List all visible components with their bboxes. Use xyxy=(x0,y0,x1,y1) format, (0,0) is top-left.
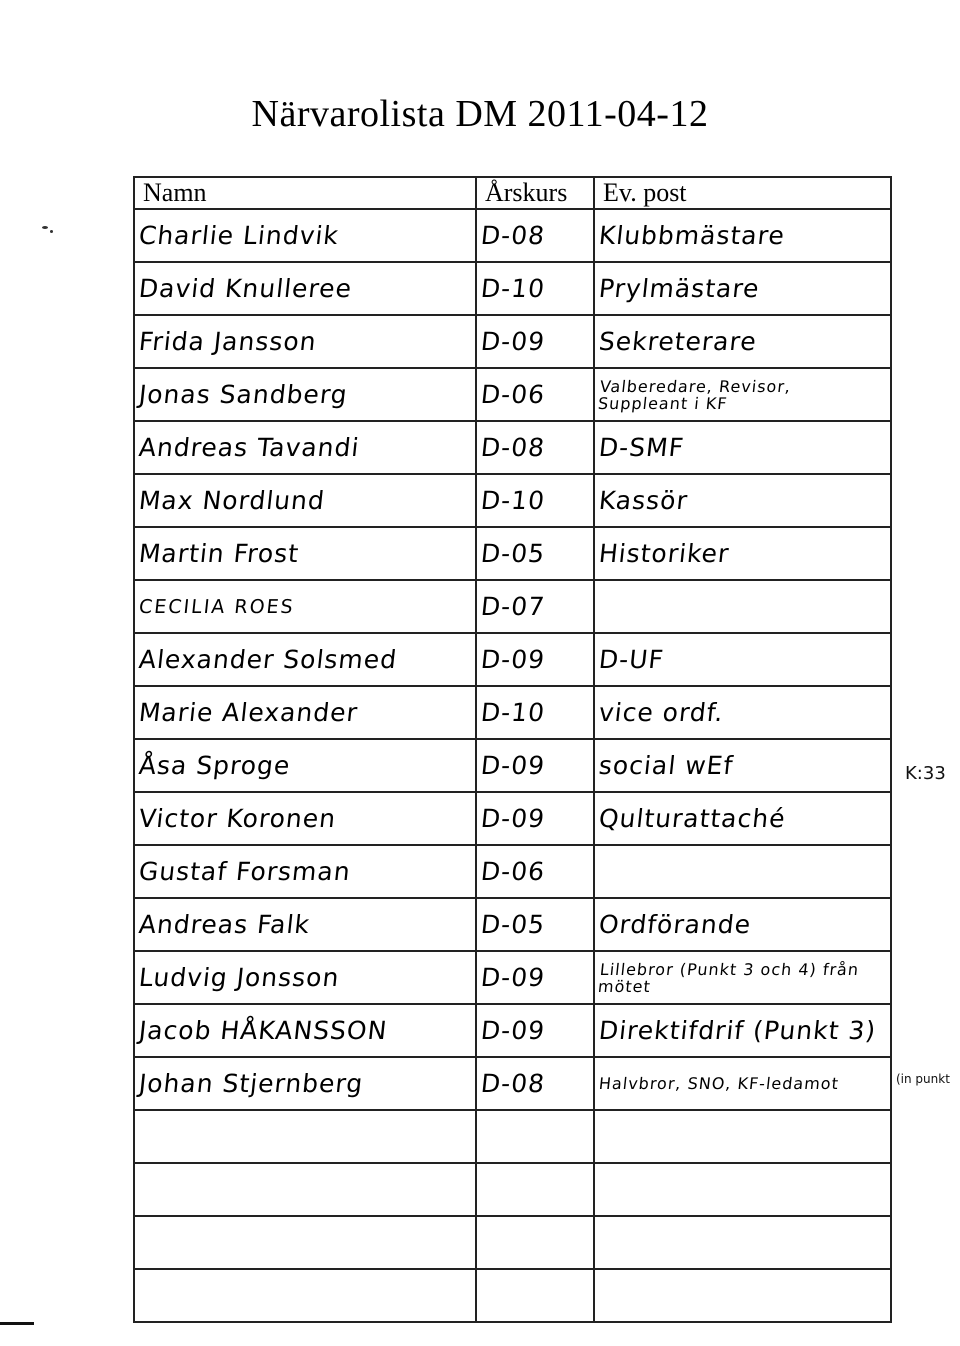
margin-note-k33: K:33 xyxy=(905,763,946,784)
cell-name xyxy=(134,951,476,1004)
cell-post xyxy=(594,1216,891,1269)
table-row xyxy=(134,527,891,580)
cell-year xyxy=(476,633,594,686)
table-row xyxy=(134,1163,891,1216)
handwritten-post: Klubbmästare xyxy=(597,221,787,250)
attendance-table xyxy=(133,176,892,1323)
handwritten-year: D-08 xyxy=(479,1069,547,1098)
cell-post xyxy=(594,845,891,898)
cell-name xyxy=(134,1269,476,1322)
cell-post xyxy=(594,739,891,792)
cell-name xyxy=(134,1163,476,1216)
handwritten-name: Andreas Falk xyxy=(137,910,312,939)
handwritten-year: D-09 xyxy=(479,645,547,674)
handwritten-year: D-09 xyxy=(479,963,547,992)
table-row xyxy=(134,951,891,1004)
cell-post xyxy=(594,633,891,686)
cell-name xyxy=(134,633,476,686)
handwritten-name: Andreas Tavandi xyxy=(137,433,361,462)
handwritten-name: Charlie Lindvik xyxy=(137,221,341,250)
cell-name xyxy=(134,898,476,951)
scan-speck xyxy=(42,226,48,229)
cell-name xyxy=(134,845,476,898)
handwritten-year: D-10 xyxy=(479,698,547,727)
table-row xyxy=(134,898,891,951)
handwritten-name: Gustaf Forsman xyxy=(137,857,353,886)
handwritten-post: Ordförande xyxy=(597,910,753,939)
cell-year xyxy=(476,951,594,1004)
column-header-year: Årskurs xyxy=(476,177,594,209)
handwritten-post: Lillebror (Punkt 3 och 4) från mötet xyxy=(597,959,861,996)
cell-year xyxy=(476,421,594,474)
handwritten-name: Jonas Sandberg xyxy=(137,380,350,409)
cell-year xyxy=(476,527,594,580)
table-row xyxy=(134,1004,891,1057)
column-header-name: Namn xyxy=(134,177,476,209)
cell-year xyxy=(476,739,594,792)
table-row xyxy=(134,633,891,686)
handwritten-name: Ludvig Jonsson xyxy=(137,963,341,992)
cell-year xyxy=(476,1004,594,1057)
cell-name xyxy=(134,792,476,845)
handwritten-year: D-09 xyxy=(479,327,547,356)
handwritten-year: D-06 xyxy=(479,857,547,886)
handwritten-name: Jacob HÅKANSSON xyxy=(137,1016,389,1045)
handwritten-year: D-08 xyxy=(479,221,547,250)
table-row xyxy=(134,474,891,527)
cell-year xyxy=(476,845,594,898)
table-row xyxy=(134,686,891,739)
cell-year xyxy=(476,1110,594,1163)
handwritten-post: Kassör xyxy=(597,486,690,515)
handwritten-year: D-05 xyxy=(479,910,547,939)
cell-post xyxy=(594,262,891,315)
cell-name xyxy=(134,739,476,792)
handwritten-year: D-10 xyxy=(479,274,547,303)
cell-post xyxy=(594,951,891,1004)
cell-post xyxy=(594,368,891,421)
cell-name xyxy=(134,1216,476,1269)
table-header-row xyxy=(134,177,891,209)
handwritten-name: Alexander Solsmed xyxy=(137,645,399,674)
handwritten-post: D-SMF xyxy=(597,433,686,462)
cell-post xyxy=(594,474,891,527)
handwritten-name: Åsa Sproge xyxy=(137,751,292,780)
cell-year xyxy=(476,686,594,739)
column-header-post: Ev. post xyxy=(594,177,891,209)
cell-year xyxy=(476,315,594,368)
table-row xyxy=(134,1110,891,1163)
handwritten-name: Johan Stjernberg xyxy=(137,1069,365,1098)
cell-post xyxy=(594,527,891,580)
cell-post xyxy=(594,580,891,633)
handwritten-name: Max Nordlund xyxy=(137,486,327,515)
cell-post xyxy=(594,1163,891,1216)
cell-year xyxy=(476,1216,594,1269)
cell-name xyxy=(134,315,476,368)
cell-name xyxy=(134,421,476,474)
page-title: Närvarolista DM 2011-04-12 xyxy=(251,93,709,135)
handwritten-name: Martin Frost xyxy=(137,539,301,568)
table-row xyxy=(134,209,891,262)
handwritten-post: vice ordf. xyxy=(597,698,726,727)
cell-year xyxy=(476,792,594,845)
cell-post xyxy=(594,1110,891,1163)
table-row xyxy=(134,1216,891,1269)
cell-name xyxy=(134,686,476,739)
handwritten-year: D-06 xyxy=(479,380,547,409)
table-row xyxy=(134,739,891,792)
cell-name xyxy=(134,527,476,580)
handwritten-year: D-09 xyxy=(479,1016,547,1045)
cell-year xyxy=(476,898,594,951)
cell-post xyxy=(594,898,891,951)
table-row xyxy=(134,262,891,315)
cell-name xyxy=(134,1004,476,1057)
cell-post xyxy=(594,209,891,262)
margin-note-in-punkt: (in punkt xyxy=(896,1072,950,1086)
cell-year xyxy=(476,262,594,315)
table-row xyxy=(134,845,891,898)
handwritten-name: David Knulleree xyxy=(137,274,354,303)
handwritten-year: D-07 xyxy=(479,592,547,621)
cell-post xyxy=(594,1269,891,1322)
handwritten-year: D-09 xyxy=(479,804,547,833)
table-row xyxy=(134,368,891,421)
cell-name xyxy=(134,368,476,421)
cell-name xyxy=(134,1110,476,1163)
handwritten-year: D-09 xyxy=(479,751,547,780)
handwritten-post: Prylmästare xyxy=(597,274,762,303)
scan-edge-mark xyxy=(0,1322,34,1325)
cell-post xyxy=(594,686,891,739)
cell-name xyxy=(134,1057,476,1110)
table-row xyxy=(134,1057,891,1110)
cell-year xyxy=(476,209,594,262)
cell-name xyxy=(134,262,476,315)
cell-name xyxy=(134,209,476,262)
cell-year xyxy=(476,1163,594,1216)
scan-speck xyxy=(50,230,53,233)
cell-name xyxy=(134,474,476,527)
cell-year xyxy=(476,474,594,527)
handwritten-name: CECILIA ROES xyxy=(137,595,296,618)
attendance-rows xyxy=(134,209,891,1322)
cell-year xyxy=(476,1057,594,1110)
handwritten-post: social wEf xyxy=(597,751,735,780)
handwritten-post: Halvbror, SNO, KF-ledamot xyxy=(598,1074,840,1093)
cell-year xyxy=(476,1269,594,1322)
handwritten-post: Direktifdrif (Punkt 3) xyxy=(597,1016,878,1045)
cell-post xyxy=(594,421,891,474)
cell-post xyxy=(594,315,891,368)
cell-post xyxy=(594,792,891,845)
handwritten-year: D-10 xyxy=(479,486,547,515)
table-row xyxy=(134,1269,891,1322)
handwritten-name: Victor Koronen xyxy=(137,804,338,833)
handwritten-post: Valberedare, Revisor, Suppleant i KF xyxy=(597,376,793,413)
cell-post xyxy=(594,1004,891,1057)
handwritten-year: D-05 xyxy=(479,539,547,568)
cell-post xyxy=(594,1057,891,1110)
handwritten-post: D-UF xyxy=(597,645,666,674)
handwritten-post: Qulturattaché xyxy=(597,804,788,833)
cell-year xyxy=(476,580,594,633)
handwritten-post: Historiker xyxy=(597,539,731,568)
table-row xyxy=(134,421,891,474)
cell-year xyxy=(476,368,594,421)
table-row xyxy=(134,792,891,845)
handwritten-post: Sekreterare xyxy=(597,327,759,356)
handwritten-name: Frida Jansson xyxy=(137,327,319,356)
table-row xyxy=(134,580,891,633)
handwritten-year: D-08 xyxy=(479,433,547,462)
table-row xyxy=(134,315,891,368)
cell-name xyxy=(134,580,476,633)
handwritten-name: Marie Alexander xyxy=(137,698,360,727)
